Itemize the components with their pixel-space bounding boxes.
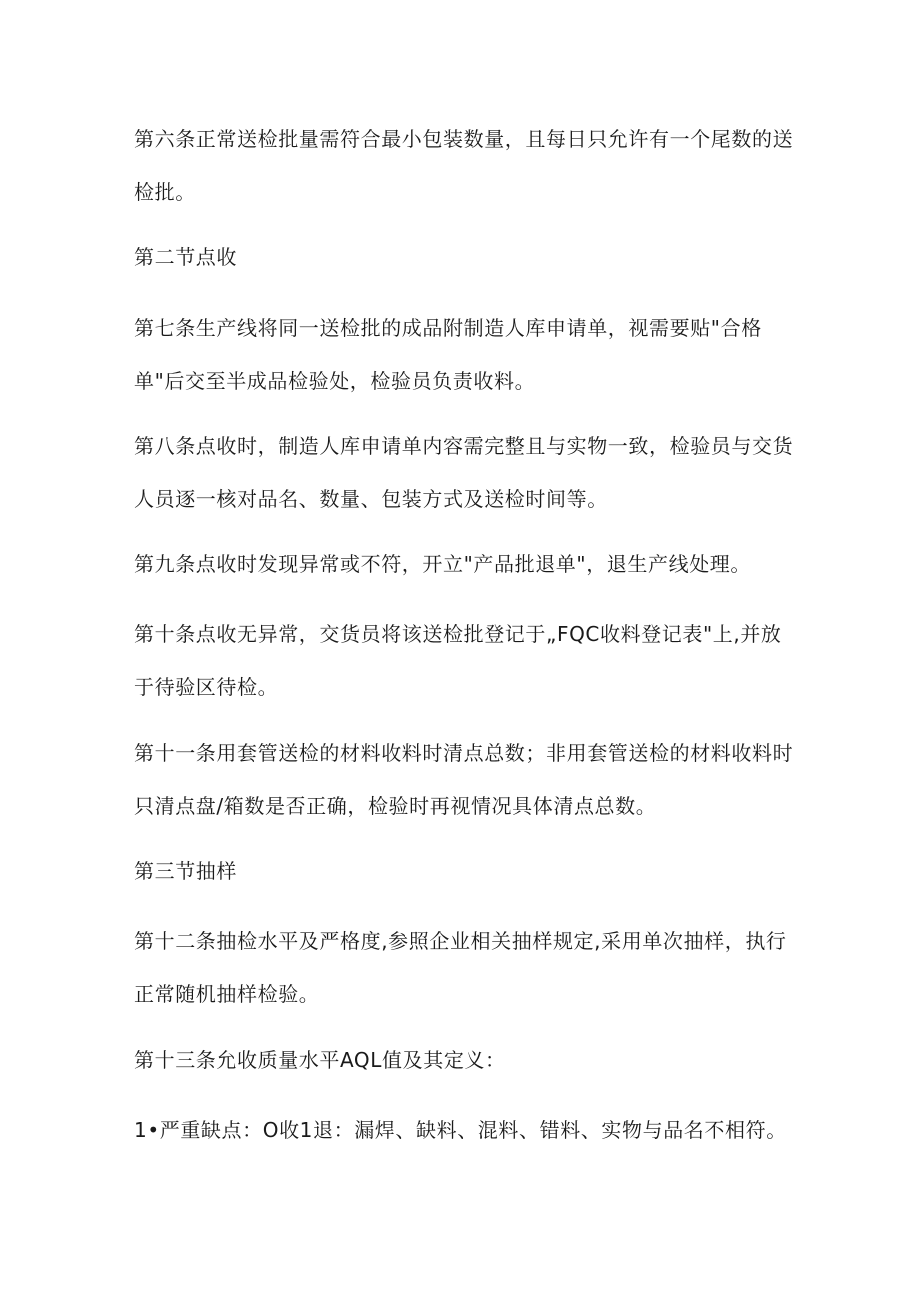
paragraph-article-6: 第六条正常送检批量需符合最小包装数量，且每日只允许有一个尾数的送检批。 <box>134 127 794 204</box>
paragraph-article-12: 第十二条抽检水平及严格度,参照企业相关抽样规定,采用单次抽样，执行正常随机抽样检验。 <box>134 929 787 1006</box>
paragraph-article-9: 第九条点收时发现异常或不符，开立"产品批退单"，退生产线处理。 <box>134 552 751 576</box>
paragraph-article-13: 第十三条允收质量水平AQL值及其定义： <box>134 1048 506 1072</box>
section-heading-sampling: 第三节抽样 <box>134 859 237 883</box>
paragraph-article-11: 第十一条用套管送检的材料收料时清点总数；非用套管送检的材料收料时只清点盘/箱数是否正确，检验时再视情况具体清点总数。 <box>134 741 794 818</box>
paragraph-article-7: 第七条生产线将同一送检批的成品附制造人库申请单，视需要贴"合格单"后交至半成品检验处，检验员负责收料。 <box>134 316 762 393</box>
paragraph-article-8: 第八条点收时，制造人库申请单内容需完整且与实物一致，检验员与交货人员逐一核对品名、数量、包装方式及送检时间等。 <box>134 434 794 511</box>
list-item-critical-defect: 1•严重缺点：O收1退：漏焊、缺料、混料、错料、实物与品名不相符。 <box>134 1118 787 1142</box>
paragraph-article-10: 第十条点收无异常，交货员将该送检批登记于„FQC收料登记表"上,并放于待验区待检。 <box>134 622 782 699</box>
section-heading-receiving: 第二节点收 <box>134 245 237 269</box>
